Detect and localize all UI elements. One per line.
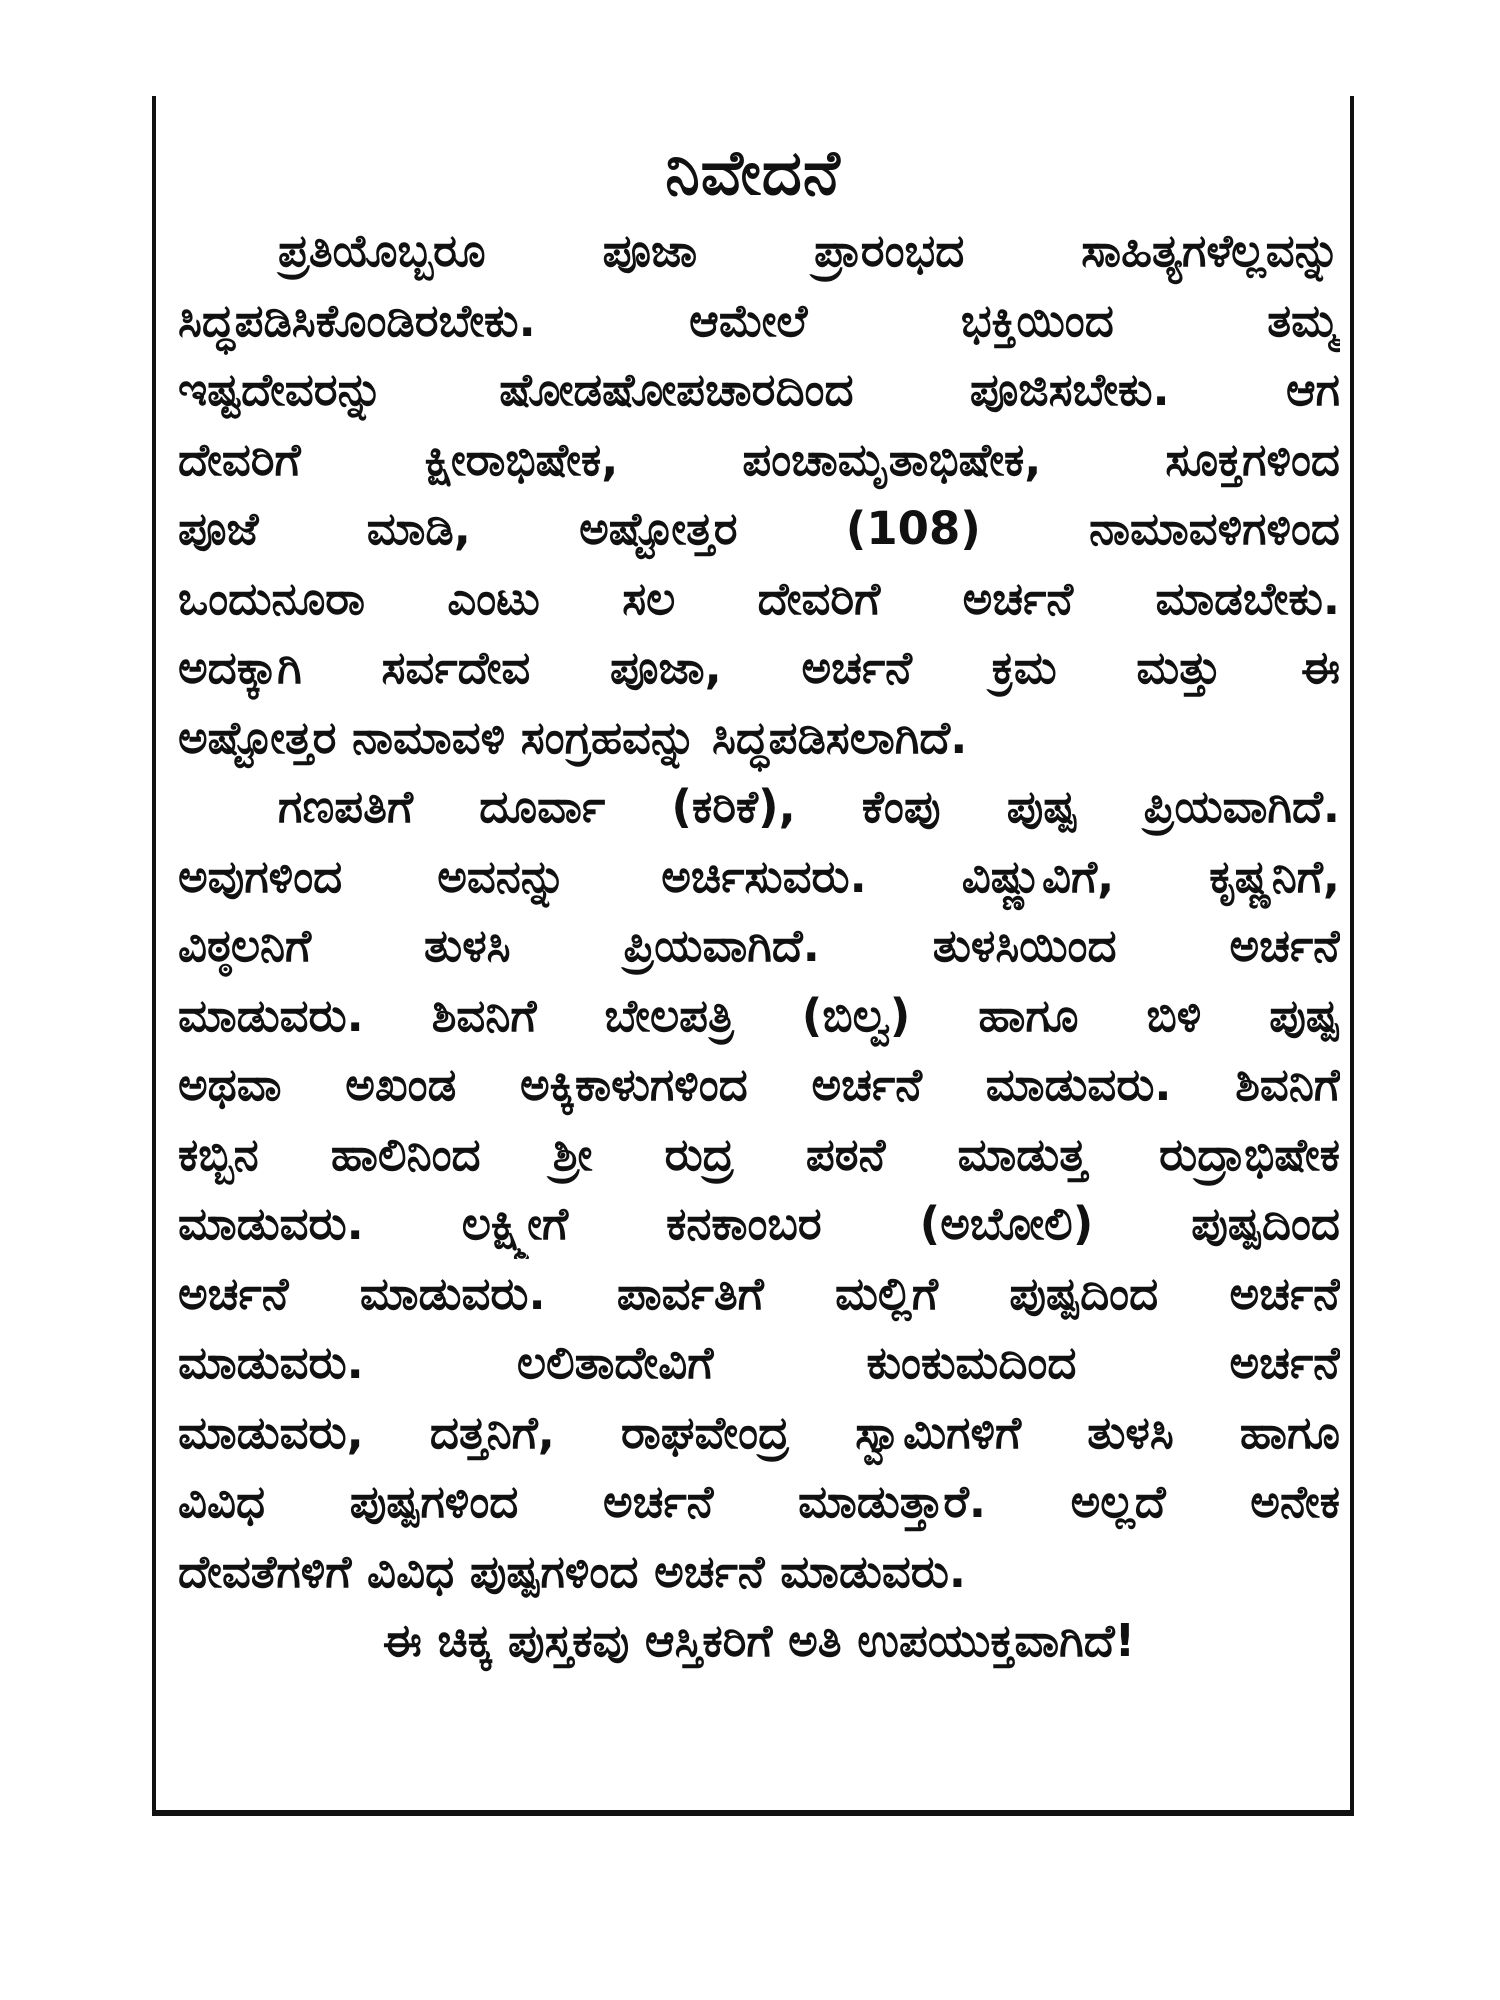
paragraph-line: ಕಬ್ಬಿನ ಹಾಲಿನಿಂದ ಶ್ರೀ ರುದ್ರ ಪಠನೆ ಮಾಡುತ್ತ ರುದ್ರಾಭಿಷೇಕ (178, 1127, 1340, 1181)
paragraph-line: ಒಂದುನೂರಾ ಎಂಟು ಸಲ ದೇವರಿಗೆ ಅರ್ಚನೆ ಮಾಡಬೇಕು. (178, 571, 1340, 625)
paragraph-line: ಸಿದ್ಧಪಡಿಸಿಕೊಂಡಿರಬೇಕು. ಆಮೇಲೆ ಭಕ್ತಿಯಿಂದ ತಮ್ಮ (178, 293, 1340, 347)
paragraph-line: ದೇವರಿಗೆ ಕ್ಷೀರಾಭಿಷೇಕ, ಪಂಚಾಮೃತಾಭಿಷೇಕ, ಸೂಕ್ತಗಳಿಂದ (178, 432, 1340, 486)
paragraph-line: ದೇವತೆಗಳಿಗೆ ವಿವಿಧ ಪುಷ್ಪಗಳಿಂದ ಅರ್ಚನೆ ಮಾಡುವರು. (178, 1544, 967, 1598)
paragraph-line: ಅವುಗಳಿಂದ ಅವನನ್ನು ಅರ್ಚಿಸುವರು. ವಿಷ್ಣುವಿಗೆ, ಕೃಷ್ಣನಿಗೆ, (178, 849, 1340, 903)
body-text (178, 216, 1340, 1676)
closing-line: ಈ ಚಿಕ್ಕ ಪುಸ್ತಕವು ಆಸ್ತಿಕರಿಗೆ ಅತಿ ಉಪಯುಕ್ತವಾಗಿದೆ! (382, 1614, 1136, 1667)
paragraph-line: ವಿವಿಧ ಪುಷ್ಪಗಳಿಂದ ಅರ್ಚನೆ ಮಾಡುತ್ತಾರೆ. ಅಲ್ಲದೆ ಅನೇಕ (178, 1475, 1340, 1528)
paragraph-line: ವಿಠ್ಠಲನಿಗೆ ತುಳಸಿ ಪ್ರಿಯವಾಗಿದೆ. ತುಳಸಿಯಿಂದ ಅರ್ಚನೆ (178, 919, 1340, 972)
paragraph-line: ಇಷ್ಟದೇವರನ್ನು ಷೋಡಷೋಪಚಾರದಿಂದ ಪೂಜಿಸಬೇಕು. ಆಗ (178, 363, 1340, 416)
paragraph-line: ಗಣಪತಿಗೆ ದೂರ್ವಾ (ಕರಿಕೆ), ಕೆಂಪು ಪುಷ್ಪ ಪ್ರಿಯವಾಗಿದೆ. (278, 780, 1340, 833)
page-frame (152, 96, 1354, 1816)
paragraph-line: ಅಷ್ಟೋತ್ತರ ನಾಮಾವಳಿ ಸಂಗ್ರಹವನ್ನು ಸಿದ್ಧಪಡಿಸಲಾಗಿದೆ. (178, 710, 968, 764)
paragraph-line: ಅದಕ್ಕಾಗಿ ಸರ್ವದೇವ ಪೂಜಾ, ಅರ್ಚನೆ ಕ್ರಮ ಮತ್ತು ಈ (178, 641, 1340, 694)
paragraph-line: ಮಾಡುವರು. ಲಕ್ಷ್ಮೀಗೆ ಕನಕಾಂಬರ (ಅಬೋಲಿ) ಪುಷ್ಪದಿಂದ (178, 1197, 1340, 1250)
paragraph-line: ಮಾಡುವರು. ಶಿವನಿಗೆ ಬೇಲಪತ್ರಿ (ಬಿಲ್ವ) ಹಾಗೂ ಬಿಳಿ ಪುಷ್ಪ (178, 988, 1340, 1042)
paragraph-line: ಪ್ರತಿಯೊಬ್ಬರೂ ಪೂಜಾ ಪ್ರಾರಂಭದ ಸಾಹಿತ್ಯಗಳೆಲ್ಲವನ್ನು (278, 224, 1340, 277)
paragraph-line: ಅಥವಾ ಅಖಂಡ ಅಕ್ಕಿಕಾಳುಗಳಿಂದ ಅರ್ಚನೆ ಮಾಡುವರು. ಶಿವನಿಗೆ (178, 1058, 1340, 1111)
page-title: ನಿವೇದನೆ (665, 136, 841, 209)
paragraph-line: ಮಾಡುವರು. ಲಲಿತಾದೇವಿಗೆ ಕುಂಕುಮದಿಂದ ಅರ್ಚನೆ (178, 1336, 1340, 1389)
paragraph-line: ಮಾಡುವರು, ದತ್ತನಿಗೆ, ರಾಘವೇಂದ್ರ ಸ್ವಾಮಿಗಳಿಗೆ ತುಳಸಿ ಹಾಗೂ (178, 1405, 1340, 1459)
paragraph-line: ಅರ್ಚನೆ ಮಾಡುವರು. ಪಾರ್ವತಿಗೆ ಮಲ್ಲಿಗೆ ಪುಷ್ಪದಿಂದ ಅರ್ಚನೆ (178, 1266, 1340, 1320)
paragraph-line: ಪೂಜೆ ಮಾಡಿ, ಅಷ್ಟೋತ್ತರ (108) ನಾಮಾವಳಿಗಳಿಂದ (178, 502, 1340, 555)
